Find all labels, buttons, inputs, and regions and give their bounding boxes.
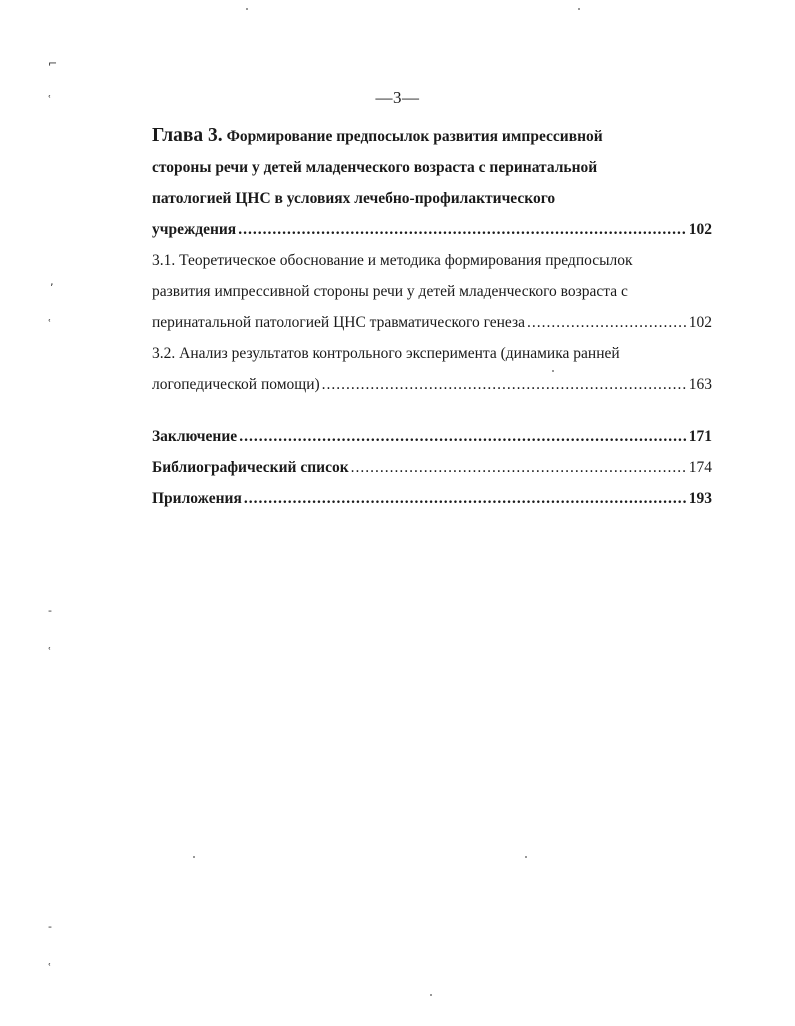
toc-appendices-label: Приложения bbox=[152, 490, 242, 507]
dot-leader bbox=[322, 369, 687, 400]
scan-speck bbox=[578, 8, 580, 10]
dot-leader bbox=[238, 214, 687, 245]
scan-speck bbox=[430, 994, 432, 996]
toc-chapter-3-title-line: стороны речи у детей младенческого возраста с перинатальной bbox=[152, 159, 598, 176]
scan-mark: ʿ bbox=[48, 961, 52, 974]
spacer bbox=[152, 400, 712, 421]
dot-leader bbox=[239, 421, 687, 452]
dot-leader bbox=[244, 483, 687, 514]
scan-speck bbox=[193, 856, 195, 858]
scan-mark: - bbox=[48, 920, 52, 933]
toc-section-3-2-last-line bbox=[152, 369, 712, 400]
toc-section-3-1 bbox=[152, 245, 712, 338]
scan-speck bbox=[552, 370, 554, 372]
toc-section-3-1-line: развития импрессивной стороны речи у детей младенческого возраста с bbox=[152, 283, 628, 300]
scan-mark: ʿ bbox=[48, 317, 52, 330]
toc-chapter-3-title-line: Формирование предпосылок развития импрессивной bbox=[226, 128, 603, 145]
toc-section-3-1-last-text: перинатальной патологией ЦНС травматического генеза bbox=[152, 314, 525, 331]
toc-chapter-3-line-1 bbox=[152, 120, 712, 152]
table-of-contents bbox=[152, 120, 712, 514]
scan-speck bbox=[246, 8, 248, 10]
toc-bibliography-label: Библиографический список bbox=[152, 459, 349, 476]
toc-conclusion-label: Заключение bbox=[152, 428, 238, 445]
toc-section-3-1-page: 102 bbox=[688, 314, 712, 331]
scan-mark: ⌐ bbox=[48, 57, 58, 70]
dot-leader bbox=[527, 307, 687, 338]
toc-chapter-3 bbox=[152, 120, 712, 245]
toc-section-3-1-line: 3.1. Теоретическое обоснование и методика формирования предпосылок bbox=[152, 252, 633, 269]
scan-mark: - bbox=[48, 604, 52, 617]
scan-mark: ‚ bbox=[50, 275, 54, 288]
dot-leader bbox=[351, 452, 687, 483]
toc-section-3-2 bbox=[152, 338, 712, 400]
toc-section-3-2-page: 163 bbox=[688, 376, 712, 393]
toc-conclusion-page: 171 bbox=[688, 428, 712, 445]
toc-bibliography-page: 174 bbox=[688, 459, 712, 476]
toc-chapter-3-lead: Глава 3. bbox=[152, 125, 223, 146]
toc-chapter-3-last-text: учреждения bbox=[152, 221, 237, 238]
toc-appendices bbox=[152, 483, 712, 514]
toc-section-3-2-last-text: логопедической помощи) bbox=[152, 376, 320, 393]
scan-speck bbox=[525, 856, 527, 858]
toc-conclusion bbox=[152, 421, 712, 452]
toc-section-3-2-line: 3.2. Анализ результатов контрольного эксперимента (динамика ранней bbox=[152, 345, 620, 362]
toc-bibliography bbox=[152, 452, 712, 483]
toc-chapter-3-title-line: патологией ЦНС в условиях лечебно-профилактического bbox=[152, 190, 556, 207]
toc-section-3-1-last-line bbox=[152, 307, 712, 338]
scan-mark: ʿ bbox=[48, 93, 52, 106]
page-number: —3— bbox=[375, 88, 420, 107]
toc-chapter-3-page: 102 bbox=[688, 221, 712, 238]
scan-mark: ʿ bbox=[48, 645, 52, 658]
toc-appendices-page: 193 bbox=[688, 490, 712, 507]
toc-chapter-3-last-line bbox=[152, 214, 712, 245]
